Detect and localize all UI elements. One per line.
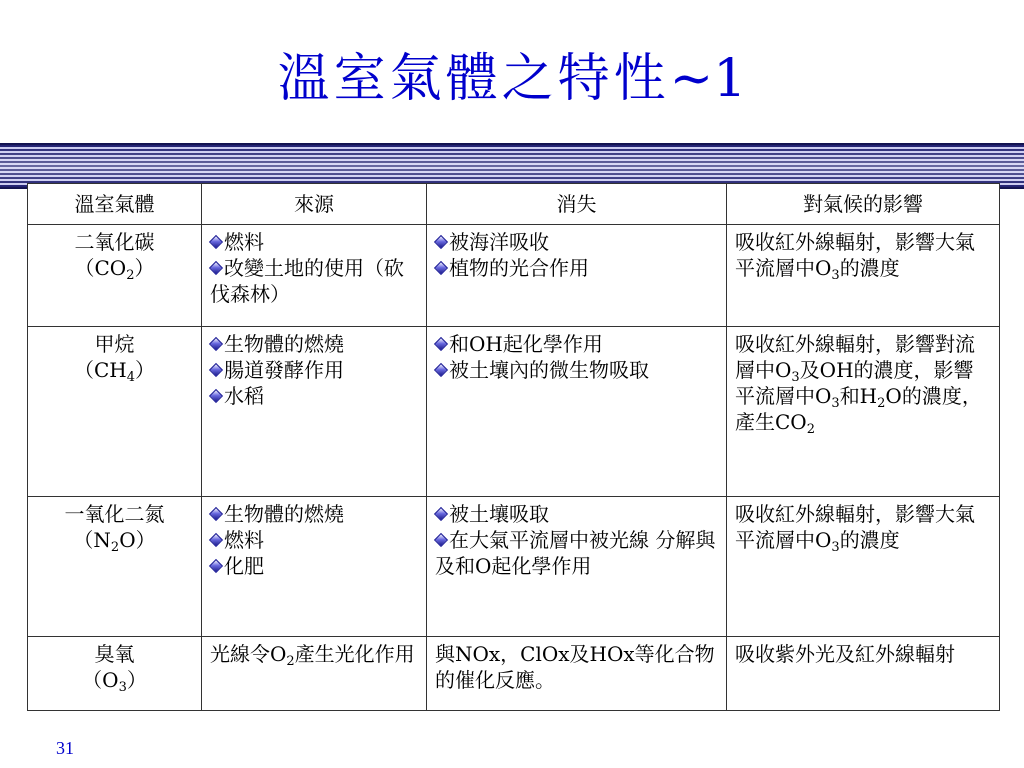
text-run: 吸收紅外線輻射，影響大氣平流層中O [735, 230, 975, 280]
text-run: O） [119, 528, 156, 552]
gas-formula [36, 255, 193, 281]
text-run: 和OH起化學作用 [449, 332, 603, 356]
climate-effect-cell [727, 497, 1000, 637]
diamond-bullet-icon [209, 261, 223, 275]
title-suffix: ~1 [669, 49, 747, 109]
text-run: 被海洋吸收 [449, 230, 549, 254]
subscript: 2 [286, 654, 295, 669]
text-run: 水稻 [224, 384, 264, 408]
table-row [28, 225, 1000, 327]
column-header: 消失 [427, 184, 727, 225]
list-item [435, 331, 718, 357]
list-item [210, 229, 418, 255]
column-header: 來源 [202, 184, 427, 225]
text-run: 在大氣平流層中被光線 分解與及和O起化學作用 [435, 528, 716, 578]
diamond-bullet-icon [209, 337, 223, 351]
subscript: 2 [877, 396, 886, 411]
subscript: 4 [126, 370, 136, 385]
text-run: 的濃度 [839, 256, 900, 280]
text-run: 吸收紅外線輻射，影響對流層中O [735, 332, 975, 382]
text-run: ） [134, 256, 155, 280]
diamond-bullet-icon [434, 235, 448, 249]
diamond-bullet-icon [209, 507, 223, 521]
text-run: （N [73, 528, 111, 552]
text-run: 燃料 [224, 528, 264, 552]
source-cell [202, 497, 427, 637]
text-run: 及OH的濃度，影響平流層中O [735, 358, 974, 408]
list-item [210, 357, 418, 383]
table-header-row [28, 184, 1000, 225]
diamond-bullet-icon [434, 363, 448, 377]
gas-name-cell [28, 637, 202, 711]
source-cell [202, 225, 427, 327]
text-run: O的濃度， 產生CO [735, 384, 992, 434]
text-run: 吸收紅外線輻射，影響大氣平流層中O [735, 502, 975, 552]
subscript: 3 [118, 680, 127, 695]
page-title [0, 46, 1024, 112]
text-run: 被土壤吸取 [449, 502, 549, 526]
text-run: （CO [74, 256, 127, 280]
text-run: 的濃度 [839, 528, 900, 552]
subscript: 2 [126, 268, 135, 283]
column-header: 對氣候的影響 [727, 184, 1000, 225]
source-cell [202, 637, 427, 711]
gas-name [36, 331, 193, 357]
text-run: 光線令O [210, 642, 287, 666]
diamond-bullet-icon [434, 337, 448, 351]
text-run: ） [126, 668, 147, 692]
list-item [435, 229, 718, 255]
table-row [28, 327, 1000, 497]
sink-cell [427, 327, 727, 497]
diamond-bullet-icon [209, 559, 223, 573]
text-run: 腸道發酵作用 [224, 358, 344, 382]
diamond-bullet-icon [209, 363, 223, 377]
title-text: 溫室氣體之特性 [277, 49, 670, 109]
page-number: 31 [56, 738, 74, 758]
text-run: （O [82, 668, 119, 692]
greenhouse-gas-table [27, 183, 1000, 711]
gas-formula [36, 357, 193, 383]
sink-cell [427, 225, 727, 327]
gas-name-cell [28, 225, 202, 327]
text-run: 植物的光合作用 [449, 256, 589, 280]
gas-name [36, 641, 193, 667]
text-run: 生物體的燃燒 [224, 332, 344, 356]
gas-name-cell [28, 327, 202, 497]
subscript: 3 [791, 370, 800, 385]
subscript: 3 [831, 396, 840, 411]
diamond-bullet-icon [209, 235, 223, 249]
diamond-bullet-icon [434, 507, 448, 521]
text-run: ） [135, 358, 156, 382]
text-run: 甲烷 [94, 332, 135, 356]
gas-name-cell [28, 497, 202, 637]
table-body [28, 225, 1000, 711]
text-run: 燃料 [224, 230, 264, 254]
text-run: 二氧化碳 [74, 230, 155, 254]
source-cell [202, 327, 427, 497]
text-run: 與NOx，ClOx及HOx等化合物的催化反應。 [435, 642, 715, 692]
list-item [210, 331, 418, 357]
table-row [28, 637, 1000, 711]
climate-effect-cell [727, 225, 1000, 327]
diamond-bullet-icon [434, 261, 448, 275]
diamond-bullet-icon [434, 533, 448, 547]
text-run: 化肥 [224, 554, 264, 578]
sink-cell [427, 497, 727, 637]
text-run: 產生光化作用 [294, 642, 415, 666]
list-item [210, 527, 418, 553]
text-run: 和H [839, 384, 878, 408]
climate-effect-cell [727, 327, 1000, 497]
gas-formula [36, 527, 193, 553]
list-item [435, 255, 718, 281]
text-run: 臭氧 [94, 642, 135, 666]
list-item [435, 527, 718, 579]
subscript: 2 [806, 422, 815, 437]
diamond-bullet-icon [209, 533, 223, 547]
column-header: 溫室氣體 [28, 184, 202, 225]
text-run: （CH [73, 358, 127, 382]
subscript: 3 [831, 540, 840, 555]
list-item [210, 553, 418, 579]
diamond-bullet-icon [209, 389, 223, 403]
gas-formula [36, 667, 193, 693]
text-run: 生物體的燃燒 [224, 502, 344, 526]
gas-name [36, 501, 193, 527]
climate-effect-cell [727, 637, 1000, 711]
subscript: 2 [110, 540, 120, 555]
list-item [210, 501, 418, 527]
text-run: 一氧化二氮 [64, 502, 165, 526]
text-run: 吸收紫外光及紅外線輻射 [735, 642, 955, 666]
table-row [28, 497, 1000, 637]
list-item [210, 255, 418, 307]
subscript: 3 [831, 268, 840, 283]
text-run: 被土壤內的微生物吸取 [449, 358, 649, 382]
list-item [435, 501, 718, 527]
sink-cell [427, 637, 727, 711]
text-run: 改變土地的使用（砍伐森林） [210, 256, 404, 306]
gas-name [36, 229, 193, 255]
list-item [210, 383, 418, 409]
list-item [435, 357, 718, 383]
